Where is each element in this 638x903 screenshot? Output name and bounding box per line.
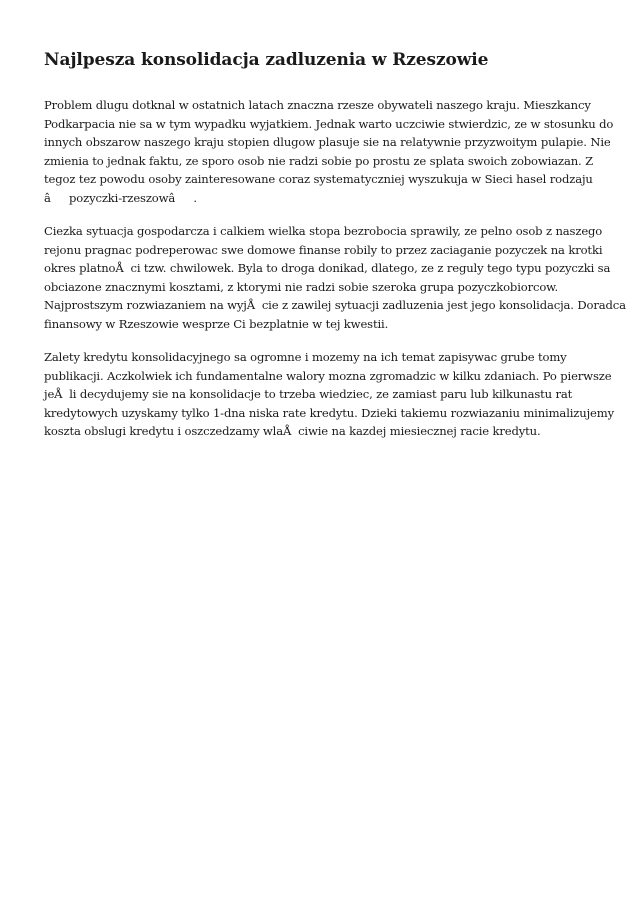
paragraph-3: [44, 348, 614, 441]
text-line: Podkarpacia nie sa w tym wypadku wyjatkiem. Jednak warto uczciwie stwierdzic, ze w stosunku do: [44, 116, 614, 131]
text-line: âpozyczki-rzeszowâ.: [44, 190, 197, 205]
text-line: Ciezka sytuacja gospodarcza i calkiem wielka stopa bezrobocia sprawily, ze pelno osob z naszego: [44, 224, 603, 238]
text-line: Zalety kredytu konsolidacyjnego sa ogromne i mozemy na ich temat zapisywac grube tomy: [44, 350, 567, 364]
text-line: tegoz tez powodu osoby zainteresowane coraz systematyczniej wyszukuja w Sieci hasel rodzaju: [44, 172, 593, 186]
text-line: okres platnoÅci tzw. chwilowek. Byla to droga donikad, dlatego, ze z reguly tego typu pozyczki sa: [44, 261, 611, 275]
text-line: Najprostszym rozwiazaniem na wyjÅcie z zawilej sytuacji zadluzenia jest jego konsolidacja. Doradca: [44, 298, 626, 312]
document-page: [44, 48, 626, 456]
text-line: obciazone znacznymi kosztami, z ktorymi nie radzi sobie szeroka grupa pozyczkobiorcow.: [44, 279, 559, 294]
text-line: kredytowych uzyskamy tylko 1-dna niska rate kredytu. Dzieki takiemu rozwiazaniu minimalizujemy: [44, 405, 614, 420]
text-line: koszta obslugi kredytu i oszczedzamy wlaÅciwie na kazdej miesiecznej racie kredytu.: [44, 424, 541, 438]
text-line: jeÅli decydujemy sie na konsolidacje to trzeba wiedziec, ze zamiast paru lub kilkunastu rat: [44, 387, 573, 401]
text-line: innych obszarow naszego kraju stopien dlugow plasuje sie na relatywnie przyzwoitym pulapie. Nie: [44, 135, 611, 149]
text-line: Problem dlugu dotknal w ostatnich latach znaczna rzesze obywateli naszego kraju. Mieszkancy: [44, 98, 591, 112]
paragraph-2: [44, 222, 626, 333]
text-line: publikacji. Aczkolwiek ich fundamentalne walory mozna zgromadzic w kilku zdaniach. Po pierwsze: [44, 368, 612, 383]
text-line: finansowy w Rzeszowie wesprze Ci bezplatnie w tej kwestii.: [44, 316, 389, 331]
text-line: rejonu pragnac podreperowac swe domowe finanse robily to przez zaciaganie pozyczek na krotki: [44, 242, 603, 257]
paragraph-1: [44, 96, 614, 207]
text-line: zmienia to jednak faktu, ze sporo osob nie radzi sobie po prostu ze splata swoich zobowiazan. Z: [44, 153, 593, 168]
document-title: Najlpesza konsolidacja zadluzenia w Rzeszowie: [44, 50, 489, 70]
